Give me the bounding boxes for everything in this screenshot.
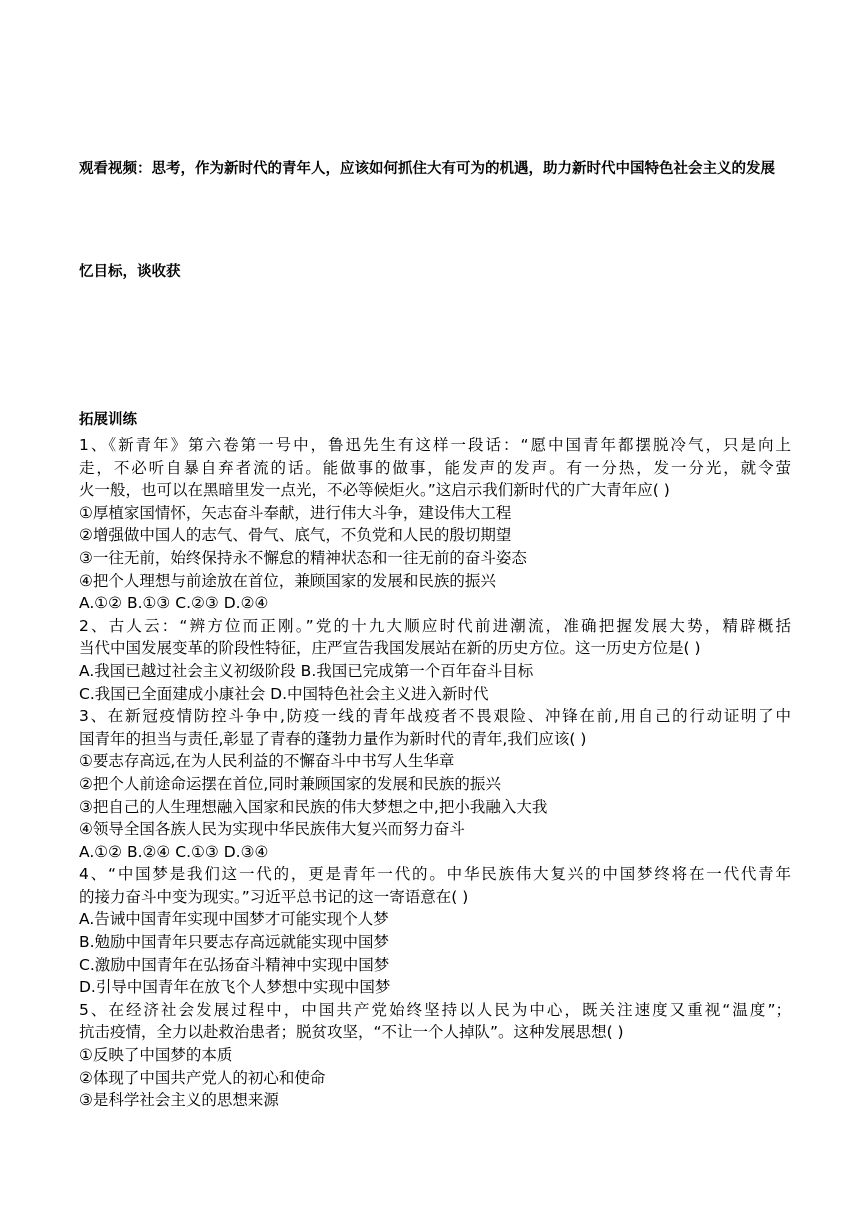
question-1-item-3: ③一往无前，始终保持永不懈怠的精神状态和一往无前的奋斗姿态 — [79, 548, 527, 567]
question-2-options-cd: C.我国已全面建成小康社会 D.中国特色社会主义进入新时代 — [79, 684, 489, 703]
question-2-options-ab: A.我国已越过社会主义初级阶段 B.我国已完成第一个百年奋斗目标 — [79, 661, 534, 680]
question-5-item-1: ①反映了中国梦的本质 — [79, 1046, 233, 1065]
question-3-stem-line-2: 国青年的担当与责任,彰显了青春的蓬勃力量作为新时代的青年,我们应该( ) — [79, 729, 587, 748]
question-1-item-4: ④把个人理想与前途放在首位，兼顾国家的发展和民族的振兴 — [79, 571, 496, 590]
question-3-item-3: ③把自己的人生理想融入国家和民族的伟大梦想之中,把小我融入大我 — [79, 797, 548, 816]
question-1-stem-line-3: 火一般，也可以在黑暗里发一点光，不必等候炬火。”这启示我们新时代的广大青年应( ) — [79, 481, 670, 500]
question-4-option-a: A.告诫中国青年实现中国梦才可能实现个人梦 — [79, 910, 389, 929]
question-5 — [79, 999, 791, 1112]
question-1 — [79, 434, 791, 615]
question-5-stem-line-2: 抗击疫情，全力以赴救治患者；脱贫攻坚，“不让一个人掉队”。这种发展思想( ) — [79, 1023, 624, 1042]
question-4-option-c: C.激励中国青年在弘扬奋斗精神中实现中国梦 — [79, 955, 390, 974]
question-3-stem-line-1: 3、在新冠疫情防控斗争中,防疫一线的青年战疫者不畏艰险、冲锋在前,用自己的行动证明了中 — [79, 707, 791, 726]
question-1-item-2: ②增强做中国人的志气、骨气、底气，不负党和人民的殷切期望 — [79, 526, 512, 545]
goal-review-heading: 忆目标，谈收获 — [79, 264, 181, 280]
question-1-stem-line-1: 1、《新青年》第六卷第一号中，鲁迅先生有这样一段话：“愿中国青年都摆脱冷气，只是向上 — [79, 436, 791, 454]
question-3-options: A.①② B.②④ C.①③ D.③④ — [79, 842, 269, 861]
question-3-item-1: ①要志存高远,在为人民利益的不懈奋斗中书写人生华章 — [79, 752, 455, 771]
question-5-item-3: ③是科学社会主义的思想来源 — [79, 1091, 279, 1110]
question-3-item-2: ②把个人前途命运摆在首位,同时兼顾国家的发展和民族的振兴 — [79, 774, 501, 793]
question-1-options: A.①② B.①③ C.②③ D.②④ — [79, 594, 269, 613]
question-5-item-2: ②体现了中国共产党人的初心和使命 — [79, 1068, 326, 1087]
question-3-item-4: ④领导全国各族人民为实现中华民族伟大复兴而努力奋斗 — [79, 820, 465, 839]
question-list — [79, 434, 791, 1112]
question-2-stem-line-1: 2、古人云：“辨方位而正刚。”党的十九大顺应时代前进潮流，准确把握发展大势，精辟概括 — [79, 616, 791, 635]
question-4 — [79, 863, 791, 999]
question-1-stem-line-2: 走，不必听自暴自弃者流的话。能做事的做事，能发声的发声。有一分热，发一分光，就令萤 — [79, 458, 791, 477]
question-2 — [79, 615, 791, 705]
question-4-stem-line-2: 的接力奋斗中变为现实。”习近平总书记的这一寄语意在( ) — [79, 887, 469, 906]
question-4-option-b: B.勉励中国青年只要志存高远就能实现中国梦 — [79, 933, 390, 952]
video-prompt-heading: 观看视频：思考，作为新时代的青年人，应该如何抓住大有可为的机遇，助力新时代中国特色社会主义的发展 — [79, 161, 775, 177]
question-4-option-d: D.引导中国青年在放飞个人梦想中实现中国梦 — [79, 978, 391, 997]
extension-training-heading: 拓展训练 — [79, 412, 137, 428]
question-5-stem-line-1: 5、在经济社会发展过程中，中国共产党始终坚持以人民为中心，既关注速度又重视“温度”； — [79, 1000, 791, 1019]
question-2-stem-line-2: 当代中国发展变革的阶段性特征，庄严宣告我国发展站在新的历史方位。这一历史方位是( ) — [79, 639, 701, 658]
question-1-item-1: ①厚植家国情怀，矢志奋斗奉献，进行伟大斗争，建设伟大工程 — [79, 503, 512, 522]
question-4-stem-line-1: 4、“中国梦是我们这一代的，更是青年一代的。中华民族伟大复兴的中国梦终将在一代代青年 — [79, 865, 791, 884]
question-3 — [79, 705, 791, 863]
